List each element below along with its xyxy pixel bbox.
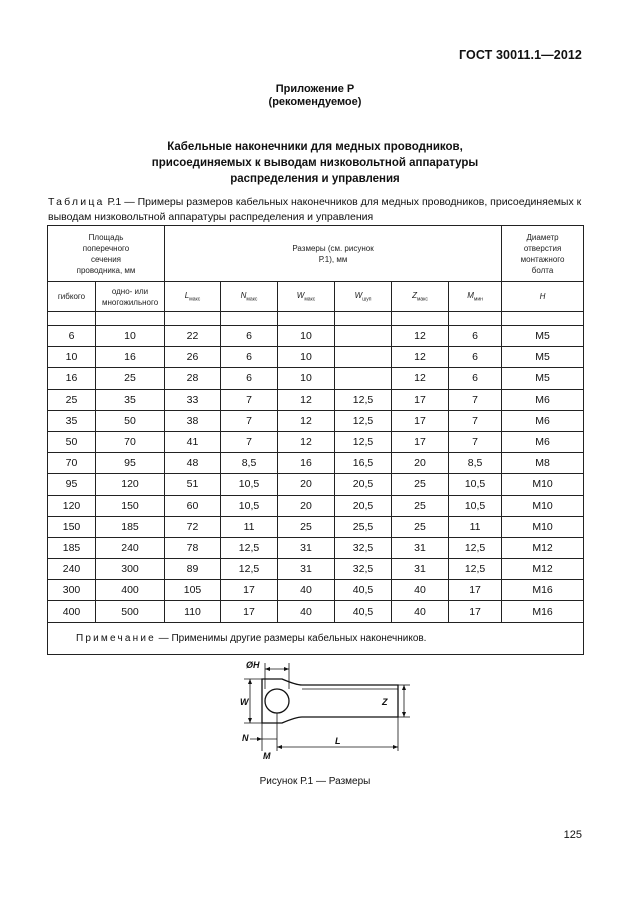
table-row xyxy=(48,516,584,537)
table-cell: 25 xyxy=(48,389,96,410)
table-row xyxy=(48,601,584,622)
table-cell: 400 xyxy=(48,601,96,622)
table-cell: 25 xyxy=(96,368,165,389)
table-cell: 40,5 xyxy=(335,601,392,622)
table-cell: 7 xyxy=(449,410,502,431)
table-cell: 7 xyxy=(449,431,502,452)
table-cell: 17 xyxy=(392,389,449,410)
table-cell: 20,5 xyxy=(335,474,392,495)
table-cell: 240 xyxy=(48,559,96,580)
bolt-hole xyxy=(265,689,289,713)
table-cell: 70 xyxy=(96,431,165,452)
label-n: N xyxy=(242,733,249,743)
table-cell: 40 xyxy=(392,580,449,601)
table-cell: M16 xyxy=(502,580,584,601)
table-cell: 8,5 xyxy=(221,453,278,474)
table-cell: 31 xyxy=(392,537,449,558)
table-row xyxy=(48,453,584,474)
subheader-solid-text: одно- или многожильного xyxy=(102,286,159,307)
table-cell: 12 xyxy=(278,410,335,431)
table-cell: 35 xyxy=(96,389,165,410)
arrow-l-right xyxy=(393,745,398,749)
table-row xyxy=(48,495,584,516)
table-cell: 50 xyxy=(48,431,96,452)
arrow-h-left xyxy=(265,667,270,671)
table-cell: 25 xyxy=(392,495,449,516)
table-caption xyxy=(48,195,583,225)
table-cell: 300 xyxy=(96,559,165,580)
table-cell xyxy=(335,347,392,368)
col-w-slot-sub: шуп xyxy=(362,296,372,303)
table-cell: 10 xyxy=(48,347,96,368)
lug-dimensions-table xyxy=(47,225,584,655)
table-cell: 12 xyxy=(278,389,335,410)
table-cell: 120 xyxy=(48,495,96,516)
table-cell: 72 xyxy=(165,516,221,537)
table-cell: 16,5 xyxy=(335,453,392,474)
table-cell: 95 xyxy=(96,453,165,474)
header-cross-section xyxy=(48,226,165,282)
table-row xyxy=(48,389,584,410)
table-cell: 7 xyxy=(221,410,278,431)
col-h xyxy=(502,282,584,312)
table-cell: 25,5 xyxy=(335,516,392,537)
table-cell: 32,5 xyxy=(335,559,392,580)
table-cell: 8,5 xyxy=(449,453,502,474)
table-cell: 31 xyxy=(278,559,335,580)
col-w-max xyxy=(278,282,335,312)
table-cell: 12,5 xyxy=(335,389,392,410)
table-cell: 17 xyxy=(449,580,502,601)
table-cell: 60 xyxy=(165,495,221,516)
table-cell: 78 xyxy=(165,537,221,558)
col-l-max-sub: макс xyxy=(189,296,201,303)
table-cell: 26 xyxy=(165,347,221,368)
table-cell: 11 xyxy=(449,516,502,537)
table-cell: 12 xyxy=(392,326,449,347)
table-cell: M8 xyxy=(502,453,584,474)
arrow-z-top xyxy=(402,685,406,690)
table-cell: M10 xyxy=(502,474,584,495)
table-cell: M12 xyxy=(502,559,584,580)
col-m-min-sub: мин xyxy=(473,296,483,303)
table-cell: 10,5 xyxy=(449,495,502,516)
arrow-w-top xyxy=(248,679,252,684)
table-cell: M6 xyxy=(502,410,584,431)
table-cell: 10,5 xyxy=(221,474,278,495)
table-cell: 6 xyxy=(449,326,502,347)
table-cell: 105 xyxy=(165,580,221,601)
subheader-flexible: гибкого xyxy=(48,282,96,312)
table-caption-prefix: Таблица xyxy=(48,196,105,208)
table-cell: M12 xyxy=(502,537,584,558)
table-cell: 10 xyxy=(278,326,335,347)
table-cell: 25 xyxy=(392,474,449,495)
table-cell: 10 xyxy=(278,368,335,389)
label-l: L xyxy=(335,736,341,746)
table-cell: 40 xyxy=(392,601,449,622)
table-cell: 12,5 xyxy=(449,537,502,558)
table-cell: 25 xyxy=(278,516,335,537)
table-cell: 185 xyxy=(48,537,96,558)
table-cell: 12,5 xyxy=(221,559,278,580)
lug-outline xyxy=(262,679,398,723)
arrow-l-left xyxy=(277,745,282,749)
col-n-max xyxy=(221,282,278,312)
table-cell xyxy=(335,368,392,389)
table-cell: 16 xyxy=(48,368,96,389)
table-cell: 6 xyxy=(449,368,502,389)
table-cell: 38 xyxy=(165,410,221,431)
table-cell: 6 xyxy=(221,368,278,389)
label-w: W xyxy=(240,697,249,707)
table-cell: 40,5 xyxy=(335,580,392,601)
arrow-n xyxy=(257,737,262,741)
col-l-max-sym: L xyxy=(184,290,190,300)
table-cell: 7 xyxy=(221,389,278,410)
table-cell: 185 xyxy=(96,516,165,537)
col-w-slot-sym: W xyxy=(354,290,363,300)
table-cell: 33 xyxy=(165,389,221,410)
table-cell: M6 xyxy=(502,389,584,410)
table-cell: 40 xyxy=(278,580,335,601)
col-m-min-sym: M xyxy=(467,290,474,300)
table-cell: 400 xyxy=(96,580,165,601)
col-w-slot xyxy=(335,282,392,312)
table-cell: 10,5 xyxy=(449,474,502,495)
col-n-max-sym: N xyxy=(240,290,247,300)
table-cell: 41 xyxy=(165,431,221,452)
subheader-solid xyxy=(96,282,165,312)
table-note xyxy=(48,622,584,654)
table-cell: 150 xyxy=(48,516,96,537)
col-z-max xyxy=(392,282,449,312)
appendix-title: Приложение Р xyxy=(275,83,355,95)
standard-number: ГОСТ 30011.1—2012 xyxy=(459,48,582,62)
col-w-max-sub: макс xyxy=(304,296,316,303)
table-cell: 89 xyxy=(165,559,221,580)
table-row xyxy=(48,347,584,368)
table-cell: 20 xyxy=(392,453,449,474)
table-cell: 48 xyxy=(165,453,221,474)
note-prefix: Примечание xyxy=(76,632,156,644)
table-cell: M10 xyxy=(502,516,584,537)
section-title-line-2: присоединяемых к выводам низковольтной аппаратуры xyxy=(151,157,479,169)
arrow-h-right xyxy=(284,667,289,671)
header-bolt-diameter-text: Диаметр отверстия монтажного болта xyxy=(520,232,565,275)
col-h-sym: H xyxy=(539,292,546,301)
table-row xyxy=(48,431,584,452)
table-cell: 12,5 xyxy=(221,537,278,558)
table-cell: 12,5 xyxy=(449,559,502,580)
table-cell: 10 xyxy=(96,326,165,347)
col-z-max-sym: Z xyxy=(412,290,417,300)
table-cell: 31 xyxy=(278,537,335,558)
table-cell: 32,5 xyxy=(335,537,392,558)
table-cell: M5 xyxy=(502,326,584,347)
col-m-min xyxy=(449,282,502,312)
table-cell: 50 xyxy=(96,410,165,431)
table-cell: 20 xyxy=(278,495,335,516)
section-title-line-1: Кабельные наконечники для медных проводников, xyxy=(167,141,463,153)
table-caption-text: Р.1 — Примеры размеров кабельных наконечников для медных проводников, присоединяемых к выводам низковольтной аппаратуры распределения и управления xyxy=(48,196,582,223)
header-sizes-text: Размеры (см. рисунок Р.1), мм xyxy=(292,243,374,264)
table-cell: 12 xyxy=(392,347,449,368)
page-number: 125 xyxy=(563,829,582,841)
table-cell: 17 xyxy=(221,601,278,622)
table-cell: 95 xyxy=(48,474,96,495)
label-m: M xyxy=(263,751,271,761)
table-cell: 28 xyxy=(165,368,221,389)
table-cell: 6 xyxy=(221,326,278,347)
table-cell: 150 xyxy=(96,495,165,516)
col-z-max-sub: макс xyxy=(416,296,428,303)
table-cell xyxy=(335,326,392,347)
table-cell: 12 xyxy=(392,368,449,389)
table-row xyxy=(48,368,584,389)
table-row xyxy=(48,474,584,495)
table-cell: 20 xyxy=(278,474,335,495)
table-cell: 7 xyxy=(221,431,278,452)
table-row xyxy=(48,580,584,601)
table-row xyxy=(48,537,584,558)
table-cell: 12,5 xyxy=(335,431,392,452)
table-cell: 17 xyxy=(221,580,278,601)
table-row xyxy=(48,410,584,431)
table-cell: 17 xyxy=(449,601,502,622)
appendix-subtitle: (рекомендуемое) xyxy=(268,96,362,108)
table-row xyxy=(48,326,584,347)
table-cell: 70 xyxy=(48,453,96,474)
figure-lug-diagram xyxy=(210,655,410,765)
table-cell: 20,5 xyxy=(335,495,392,516)
table-cell: 16 xyxy=(278,453,335,474)
table-cell: 6 xyxy=(48,326,96,347)
table-cell: 11 xyxy=(221,516,278,537)
spacer-row xyxy=(48,312,584,326)
table-cell: 51 xyxy=(165,474,221,495)
label-z: Z xyxy=(382,697,388,707)
header-sizes xyxy=(165,226,502,282)
header-cross-section-text: Площадь поперечного сечения проводника, мм xyxy=(76,232,136,275)
table-cell: 16 xyxy=(96,347,165,368)
table-cell: 240 xyxy=(96,537,165,558)
table-cell: M10 xyxy=(502,495,584,516)
arrow-z-bottom xyxy=(402,712,406,717)
table-cell: 120 xyxy=(96,474,165,495)
table-cell: M16 xyxy=(502,601,584,622)
table-cell: 25 xyxy=(392,516,449,537)
header-bolt-diameter xyxy=(502,226,584,282)
table-cell: 6 xyxy=(221,347,278,368)
table-cell: M5 xyxy=(502,368,584,389)
table-cell: 12,5 xyxy=(335,410,392,431)
table-cell: 40 xyxy=(278,601,335,622)
table-cell: 10,5 xyxy=(221,495,278,516)
table-cell: 110 xyxy=(165,601,221,622)
table-row xyxy=(48,559,584,580)
table-cell: 12 xyxy=(278,431,335,452)
table-cell: 22 xyxy=(165,326,221,347)
col-n-max-sub: макс xyxy=(246,296,258,303)
table-cell: M6 xyxy=(502,431,584,452)
col-w-max-sym: W xyxy=(296,290,305,300)
arrow-w-bottom xyxy=(248,718,252,723)
label-dia: ØH xyxy=(246,660,260,670)
table-cell: 31 xyxy=(392,559,449,580)
section-title-line-3: распределения и управления xyxy=(230,173,400,185)
table-cell: 7 xyxy=(449,389,502,410)
figure-caption: Рисунок Р.1 — Размеры xyxy=(259,776,371,787)
note-text: — Применимы другие размеры кабельных наконечников. xyxy=(158,632,427,644)
table-cell: 6 xyxy=(449,347,502,368)
table-cell: M5 xyxy=(502,347,584,368)
table-cell: 17 xyxy=(392,410,449,431)
table-cell: 500 xyxy=(96,601,165,622)
table-cell: 35 xyxy=(48,410,96,431)
table-cell: 300 xyxy=(48,580,96,601)
table-cell: 17 xyxy=(392,431,449,452)
col-l-max xyxy=(165,282,221,312)
table-cell: 10 xyxy=(278,347,335,368)
